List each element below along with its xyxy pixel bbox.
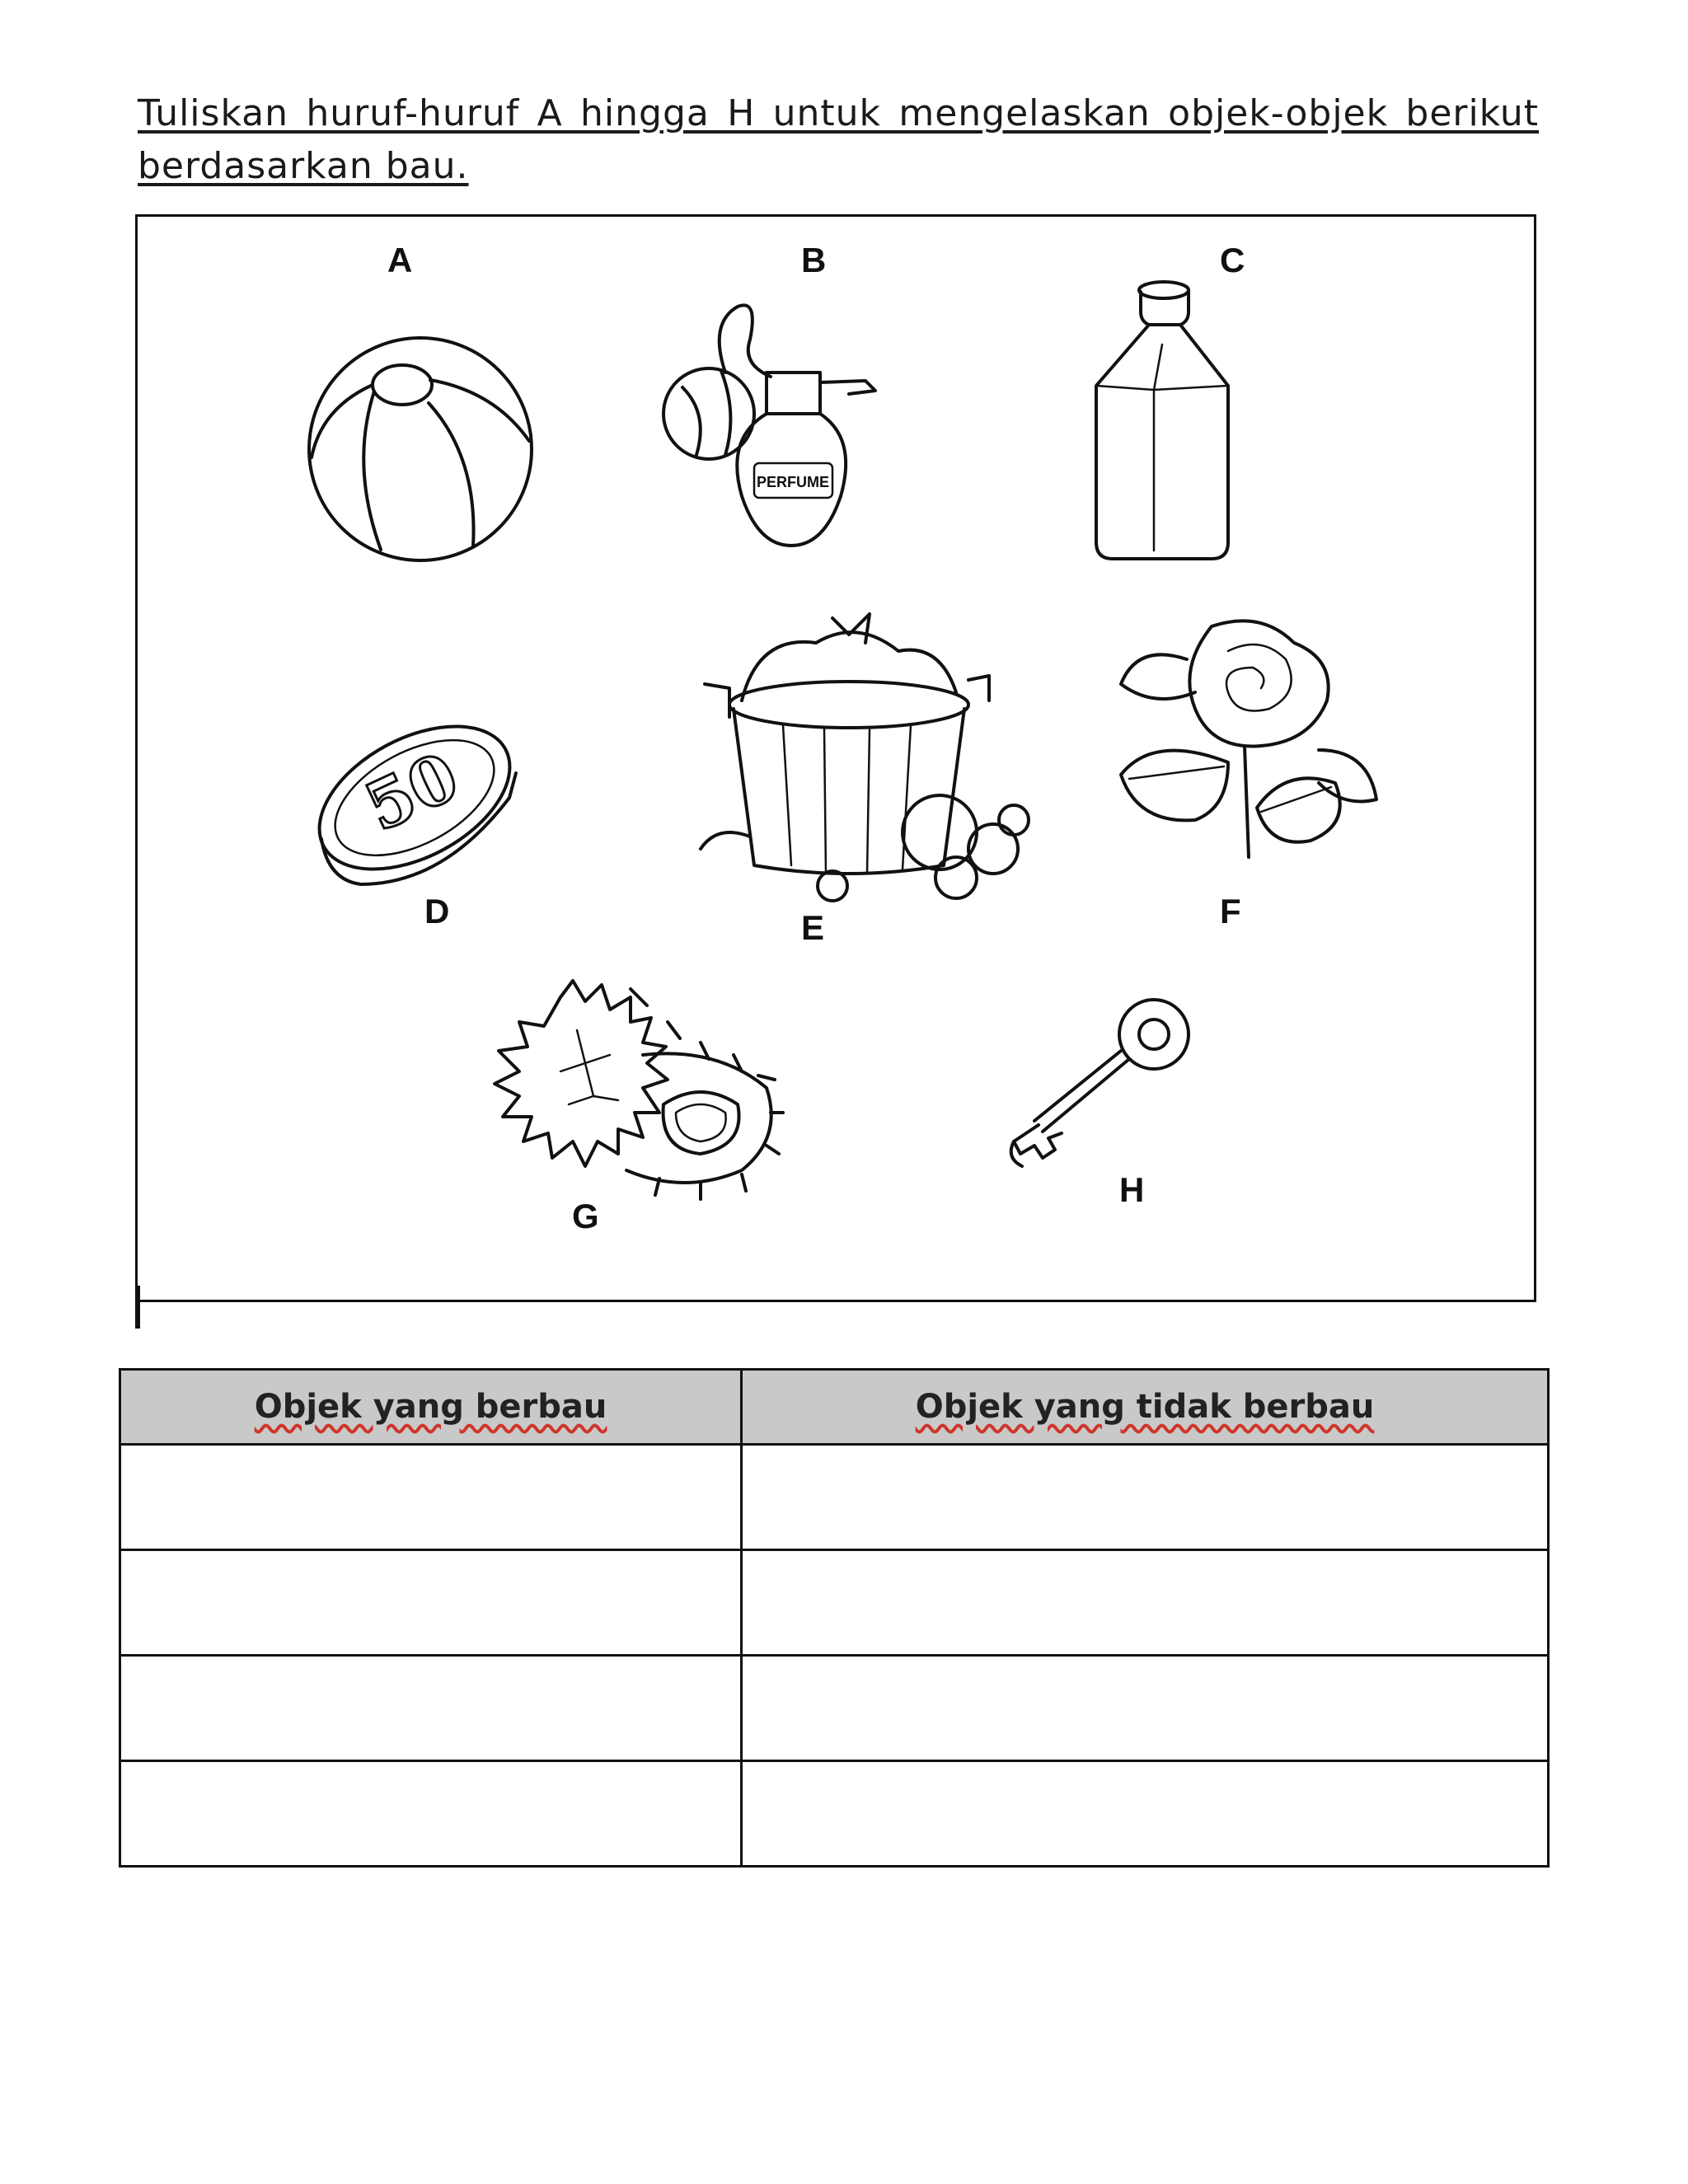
beach-ball-icon bbox=[305, 334, 536, 565]
column-header-smelly: Objek yang berbau bbox=[120, 1370, 742, 1445]
answer-cell-smelly[interactable] bbox=[120, 1656, 742, 1761]
garbage-bin-icon bbox=[692, 602, 1030, 907]
table-row bbox=[120, 1761, 1549, 1867]
item-letter-e: E bbox=[801, 908, 825, 947]
glass-bottle-icon bbox=[1088, 279, 1236, 567]
perfume-label: PERFUME bbox=[756, 474, 830, 490]
item-letter-f: F bbox=[1220, 892, 1241, 930]
key-icon bbox=[997, 993, 1195, 1174]
instruction-text: Tuliskan huruf-huruf A hingga H untuk mengelaskan objek-objek berikut berdasarkan bau. bbox=[138, 92, 1539, 187]
answer-cell-smelly[interactable] bbox=[120, 1445, 742, 1550]
text-cursor-mark bbox=[135, 1286, 140, 1329]
answer-cell-no-smell[interactable] bbox=[742, 1550, 1549, 1656]
answer-cell-smelly[interactable] bbox=[120, 1550, 742, 1656]
item-letter-g: G bbox=[572, 1197, 599, 1235]
durian-icon bbox=[453, 981, 783, 1203]
table-header-row bbox=[120, 1370, 1549, 1445]
table-row bbox=[120, 1550, 1549, 1656]
column-header-no-smell: Objek yang tidak berbau bbox=[742, 1370, 1549, 1445]
coin-value-label: 50 bbox=[354, 737, 470, 846]
classification-table bbox=[119, 1368, 1550, 1868]
perfume-bottle-icon bbox=[659, 290, 923, 554]
item-letter-b: B bbox=[801, 241, 827, 279]
answer-cell-no-smell[interactable] bbox=[742, 1445, 1549, 1550]
item-letter-a: A bbox=[387, 241, 413, 279]
answer-cell-smelly[interactable] bbox=[120, 1761, 742, 1867]
table-row bbox=[120, 1445, 1549, 1550]
item-letter-h: H bbox=[1119, 1170, 1145, 1209]
item-letter-d: D bbox=[424, 892, 450, 930]
coin-icon bbox=[303, 715, 526, 893]
rose-icon bbox=[1104, 610, 1385, 865]
item-letter-c: C bbox=[1220, 241, 1245, 279]
answer-cell-no-smell[interactable] bbox=[742, 1761, 1549, 1867]
answer-cell-no-smell[interactable] bbox=[742, 1656, 1549, 1761]
table-row bbox=[120, 1656, 1549, 1761]
